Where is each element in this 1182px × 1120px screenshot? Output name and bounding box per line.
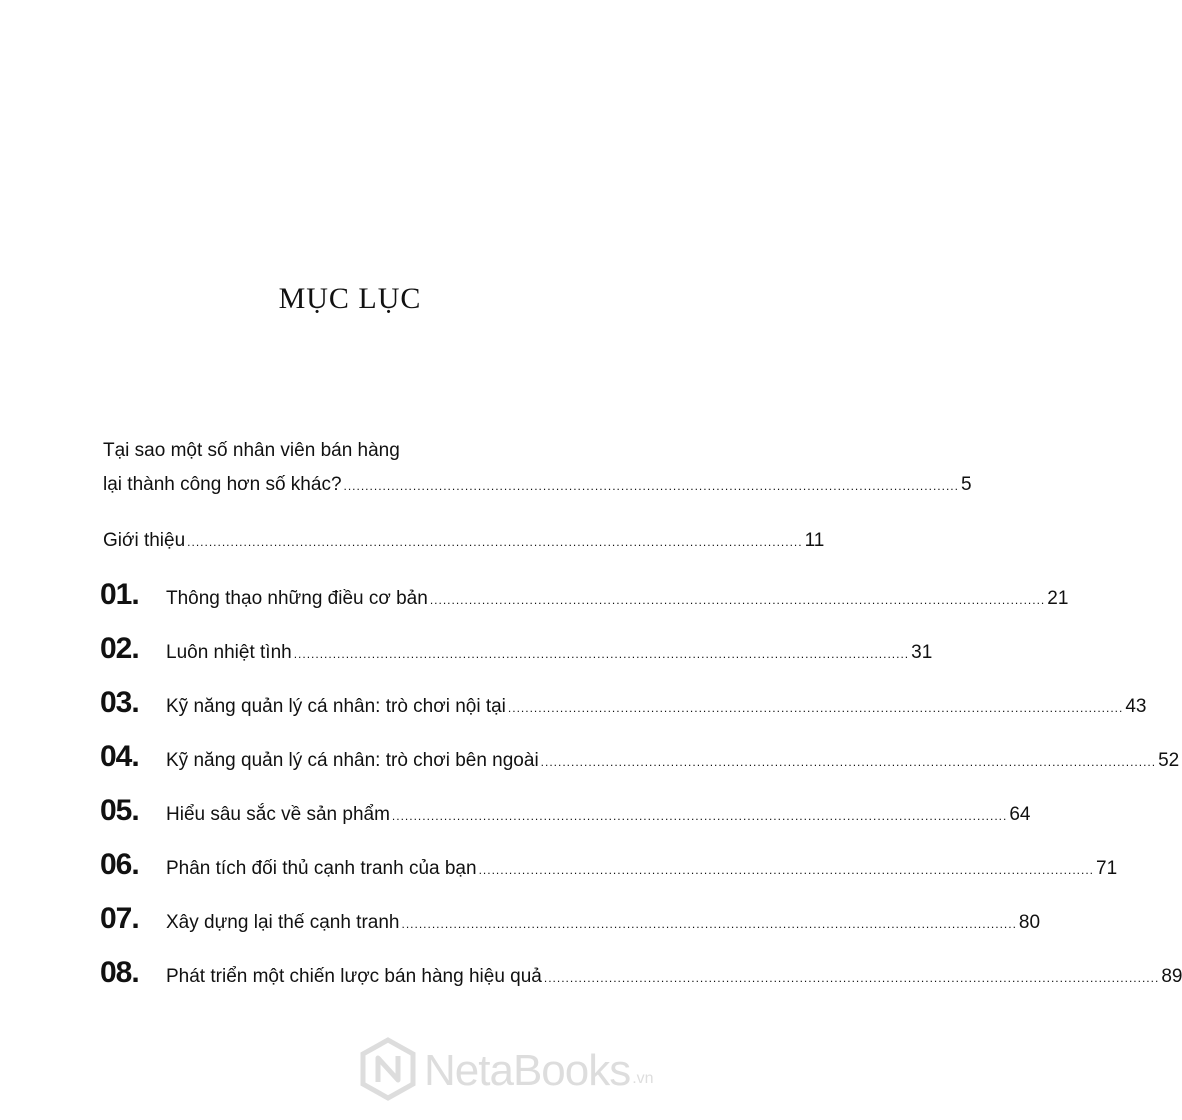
toc-page-number: 80 [1018,912,1041,933]
toc-chapter-06[interactable] [100,848,1118,888]
chapter-title: Phân tích đối thủ cạnh tranh của bạn [166,858,477,879]
toc-page-number: 71 [1096,858,1118,879]
toc-entry-label: Giới thiệu [103,530,186,551]
chapter-title: Thông thạo những điều cơ bản [166,588,428,609]
netabooks-watermark [360,1036,654,1106]
leader-dots: .............................................................................................................................................. [343,479,959,493]
leader-dots: .............................................................................................................................................. [478,863,1094,877]
chapter-number: 01. [100,578,139,611]
toc-page-number: 52 [1158,750,1180,771]
chapter-number: 06. [100,848,139,881]
page-title: MỤC LỤC [278,282,422,315]
chapter-number: 08. [100,956,139,989]
toc-entry-why-line2: lại thành công hơn số khác? [103,474,342,495]
toc-page-number: 31 [911,642,933,663]
toc-chapter-01[interactable] [100,578,1069,618]
toc-chapter-05[interactable] [100,794,1031,834]
netabooks-logo-icon [360,1038,416,1105]
leader-dots: .............................................................................................................................................. [429,593,1046,607]
toc-entry-introduction[interactable] [103,530,825,560]
chapter-number: 04. [100,740,139,773]
chapter-number: 07. [100,902,139,935]
toc-chapter-04[interactable] [100,740,1180,780]
leader-dots: .............................................................................................................................................. [540,755,1157,769]
chapter-title: Kỹ năng quản lý cá nhân: trò chơi nội tại [166,696,506,717]
leader-dots: .............................................................................................................................................. [401,917,1017,931]
chapter-title: Xây dựng lại thế cạnh tranh [166,912,400,933]
leader-dots: .............................................................................................................................................. [543,971,1160,985]
toc-page-number: 21 [1047,588,1069,609]
toc-page-number: 11 [804,530,825,551]
leader-dots: .............................................................................................................................................. [391,809,1008,823]
chapter-number: 03. [100,686,139,719]
toc-page-number: 5 [960,474,972,495]
toc-chapter-08[interactable] [100,956,1182,996]
toc-chapter-03[interactable] [100,686,1147,726]
leader-dots: .............................................................................................................................................. [507,701,1124,715]
toc-page-number: 64 [1009,804,1031,825]
toc-chapter-07[interactable] [100,902,1041,942]
chapter-title: Luôn nhiệt tình [166,642,292,663]
chapter-number: 02. [100,632,139,665]
chapter-title: Kỹ năng quản lý cá nhân: trò chơi bên ngoài [166,750,539,771]
watermark-brand: NetaBooks [424,1046,631,1095]
leader-dots: .............................................................................................................................................. [187,535,803,549]
leader-dots: .............................................................................................................................................. [293,647,910,661]
toc-page-number: 89 [1161,966,1182,987]
chapter-title: Phát triển một chiến lược bán hàng hiệu quả [166,966,542,987]
toc-page-number: 43 [1125,696,1147,717]
toc-chapter-02[interactable] [100,632,933,672]
watermark-suffix: .vn [632,1070,654,1087]
toc-entry-why-line1: Tại sao một số nhân viên bán hàng [103,440,400,461]
chapter-number: 05. [100,794,139,827]
chapter-title: Hiểu sâu sắc về sản phẩm [166,804,390,825]
